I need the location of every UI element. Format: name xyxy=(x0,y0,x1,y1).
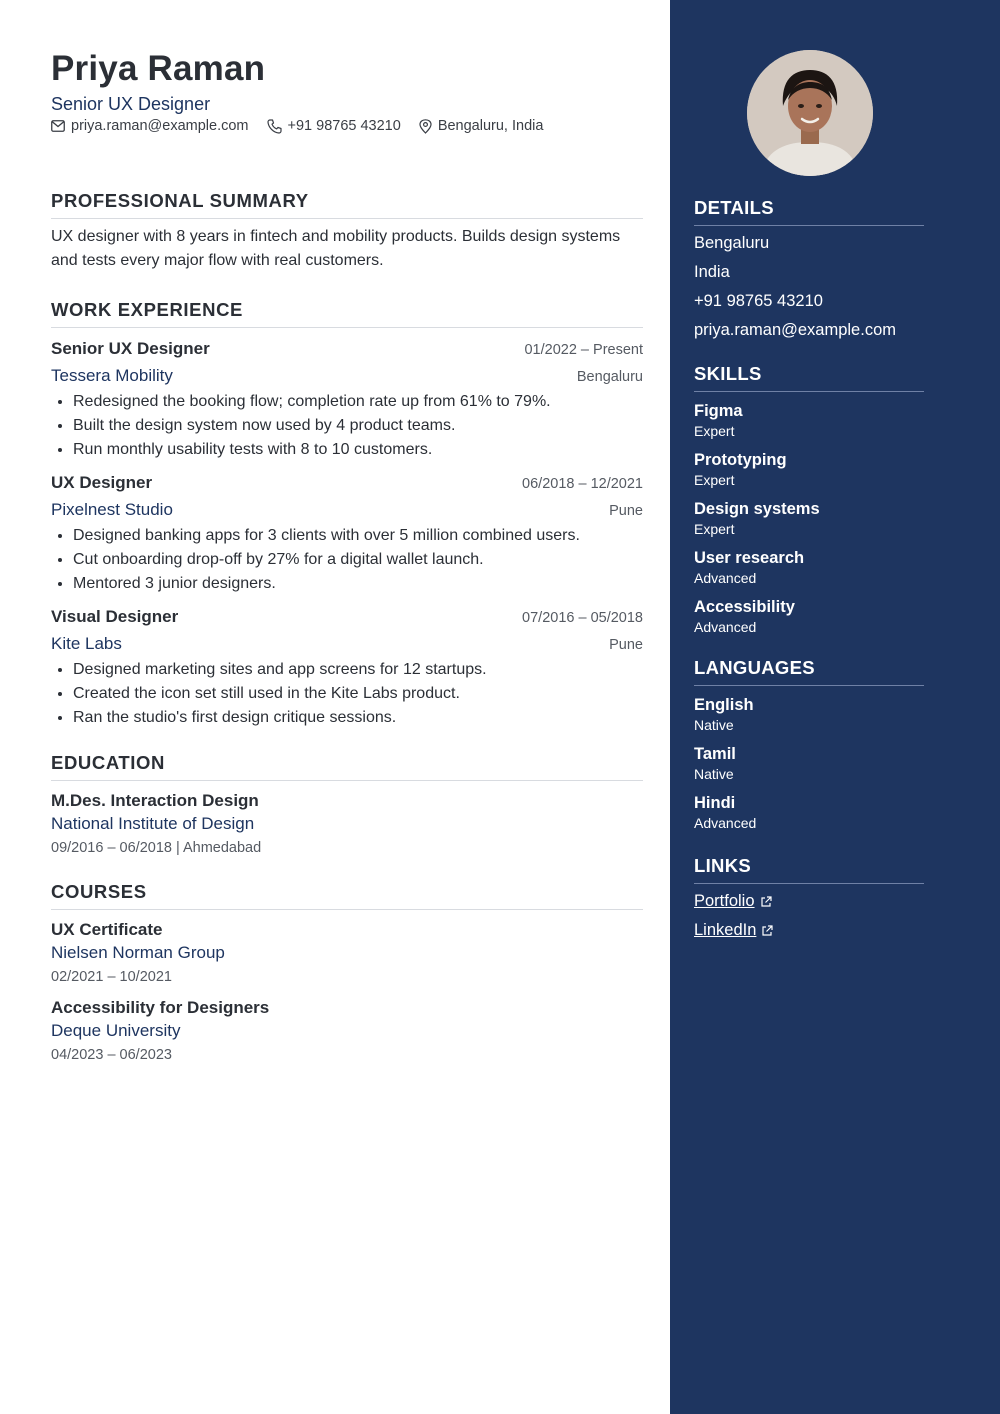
job-location: Bengaluru xyxy=(576,369,643,385)
contact-row xyxy=(51,118,643,134)
courses-heading: COURSES xyxy=(51,881,643,910)
details-country: India xyxy=(694,263,730,281)
job-bullet: • Designed marketing sites and app screens for 12 startups. xyxy=(73,658,643,682)
portfolio-link[interactable] xyxy=(694,887,772,916)
job-company: Tessera Mobility xyxy=(51,366,173,385)
job-bullets xyxy=(51,658,643,730)
job-bullets xyxy=(51,524,643,596)
mail-icon xyxy=(51,120,65,132)
summary-heading: PROFESSIONAL SUMMARY xyxy=(51,190,643,219)
job-bullet: • Built the design system now used by 4 product teams. xyxy=(73,414,643,438)
job-bullet: • Created the icon set still used in the Kite Labs product. xyxy=(73,682,643,706)
summary-section xyxy=(51,190,643,273)
contact-location xyxy=(419,118,544,134)
job-company: Pixelnest Studio xyxy=(51,500,173,519)
language-name: Hindi xyxy=(694,794,736,812)
job-bullet: • Run monthly usability tests with 8 to 10 customers. xyxy=(73,438,643,462)
sidebar xyxy=(670,0,1000,1414)
education-meta: 09/2016 – 06/2018 | Ahmedabad xyxy=(51,840,262,856)
skill-level: Expert xyxy=(694,521,735,537)
skill-level: Advanced xyxy=(694,570,757,586)
job-bullet: • Cut onboarding drop-off by 27% for a digital wallet launch. xyxy=(73,548,643,572)
job-bullet: • Ran the studio's first design critique sessions. xyxy=(73,706,643,730)
language-level: Native xyxy=(694,717,734,733)
skill-name: Design systems xyxy=(694,500,820,518)
summary-text: UX designer with 8 years in fintech and mobility products. Builds design systems and tests every major flow with real customers. xyxy=(51,228,621,269)
skill-name: Prototyping xyxy=(694,451,787,469)
skill-level: Expert xyxy=(694,472,735,488)
linkedin-link[interactable] xyxy=(694,916,773,945)
course-dates: 04/2023 – 06/2023 xyxy=(51,1047,172,1063)
skills-section xyxy=(694,363,924,637)
email-text: priya.raman@example.com xyxy=(71,118,249,134)
education-degree: M.Des. Interaction Design xyxy=(51,791,259,810)
details-email[interactable]: priya.raman@example.com xyxy=(694,321,896,339)
languages-heading: LANGUAGES xyxy=(694,657,924,686)
job-dates: 06/2018 – 12/2021 xyxy=(522,476,643,492)
skills-heading: SKILLS xyxy=(694,363,924,392)
language-level: Native xyxy=(694,766,734,782)
phone-text: +91 98765 43210 xyxy=(287,118,401,134)
job-entry xyxy=(51,604,643,730)
job-location: Pune xyxy=(609,503,643,519)
job-dates: 07/2016 – 05/2018 xyxy=(522,610,643,626)
skill-name: Figma xyxy=(694,402,743,420)
portfolio-link-label: Portfolio xyxy=(694,892,755,910)
course-name: Accessibility for Designers xyxy=(51,998,270,1017)
contact-phone[interactable] xyxy=(267,118,401,134)
skill-name: Accessibility xyxy=(694,598,795,616)
courses-section xyxy=(51,881,643,1068)
details-heading: DETAILS xyxy=(694,197,924,226)
links-heading: LINKS xyxy=(694,855,924,884)
candidate-name: Priya Raman xyxy=(51,49,266,88)
languages-section xyxy=(694,657,924,833)
links-section xyxy=(694,855,924,945)
contact-email[interactable] xyxy=(51,118,249,134)
job-location: Pune xyxy=(609,637,643,653)
course-name: UX Certificate xyxy=(51,920,163,939)
course-dates: 02/2021 – 10/2021 xyxy=(51,969,172,985)
job-bullets xyxy=(51,390,643,462)
details-phone[interactable]: +91 98765 43210 xyxy=(694,292,823,310)
skill-name: User research xyxy=(694,549,805,567)
details-city: Bengaluru xyxy=(694,234,770,252)
details-section xyxy=(694,197,924,345)
candidate-title: Senior UX Designer xyxy=(51,94,211,114)
map-pin-icon xyxy=(419,119,432,134)
job-title: UX Designer xyxy=(51,473,153,492)
education-section xyxy=(51,752,643,861)
external-link-icon xyxy=(761,925,773,937)
education-heading: EDUCATION xyxy=(51,752,643,781)
experience-section xyxy=(51,299,643,730)
job-bullet: • Designed banking apps for 3 clients with over 5 million combined users. xyxy=(73,524,643,548)
job-title: Senior UX Designer xyxy=(51,339,210,358)
experience-heading: WORK EXPERIENCE xyxy=(51,299,643,328)
job-dates: 01/2022 – Present xyxy=(524,342,643,358)
linkedin-link-label: LinkedIn xyxy=(694,921,757,939)
job-title: Visual Designer xyxy=(51,607,179,626)
phone-icon xyxy=(267,119,282,134)
skill-level: Advanced xyxy=(694,619,757,635)
education-institution: National Institute of Design xyxy=(51,814,255,833)
profile-photo xyxy=(747,50,873,176)
job-bullet: • Redesigned the booking flow; completion rate up from 61% to 79%. xyxy=(73,390,643,414)
language-name: Tamil xyxy=(694,745,736,763)
job-company: Kite Labs xyxy=(51,634,122,653)
course-provider: Deque University xyxy=(51,1021,181,1040)
job-entry xyxy=(51,470,643,596)
location-text: Bengaluru, India xyxy=(437,118,544,134)
language-name: English xyxy=(694,696,754,714)
job-entry xyxy=(51,336,643,462)
language-level: Advanced xyxy=(694,815,757,831)
skill-level: Expert xyxy=(694,423,735,439)
external-link-icon xyxy=(760,896,772,908)
course-provider: Nielsen Norman Group xyxy=(51,943,225,962)
job-bullet: • Mentored 3 junior designers. xyxy=(73,572,643,596)
